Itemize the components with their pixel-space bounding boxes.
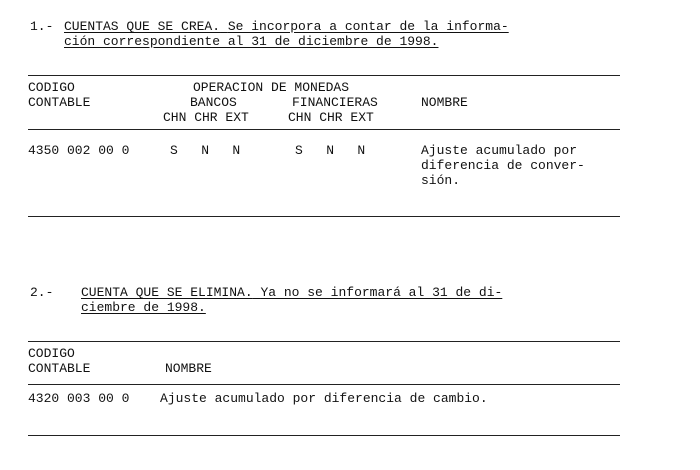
table2-header-nombre: NOMBRE — [165, 361, 212, 376]
table1-header-contable: CONTABLE — [28, 95, 91, 110]
table1-header-codigo: CODIGO — [28, 80, 75, 95]
table2-row-code: 4320 003 00 0 — [28, 391, 130, 406]
table1-row-nombre-line3: sión. — [421, 173, 461, 188]
table2-row-nombre: Ajuste acumulado por diferencia de cambio. — [160, 391, 488, 406]
section2-number: 2.- — [30, 285, 54, 300]
table1-header-financieras: FINANCIERAS — [292, 95, 378, 110]
table1-bottom-rule — [28, 216, 620, 217]
section2-heading-line1 — [81, 285, 502, 300]
table1-header-operacion: OPERACION DE MONEDAS — [193, 80, 350, 95]
table1-subcols-financieras: CHN CHR EXT — [288, 110, 374, 125]
section1-heading-line1 — [64, 19, 509, 34]
table1-header-rule — [28, 129, 620, 130]
section2-title: CUENTA QUE SE ELIMINA. — [81, 285, 253, 300]
table1-top-rule — [28, 75, 620, 76]
table1-row-nombre-line2: diferencia de conver- — [421, 158, 585, 173]
table2-header-codigo: CODIGO — [28, 346, 75, 361]
table2-header-rule — [28, 384, 620, 385]
table1-header-nombre: NOMBRE — [421, 95, 468, 110]
section2-heading-line2 — [81, 300, 206, 315]
section1-number: 1.- — [30, 19, 54, 34]
section2-text-line2: ciembre de 1998. — [81, 300, 206, 315]
section1-title: CUENTAS QUE SE CREA. — [64, 19, 221, 34]
table2-top-rule — [28, 341, 620, 342]
section1-text-line2: ción correspondiente al 31 de diciembre de 1998. — [64, 34, 439, 49]
section1-text-line1: Se incorpora a contar de la informa- — [227, 19, 509, 34]
section1-heading-line2 — [64, 34, 438, 49]
section2-text-line1: Ya no se informará al 31 de di- — [260, 285, 503, 300]
table1-subcols-bancos: CHN CHR EXT — [163, 110, 249, 125]
table1-row-financieras-values: S N N — [295, 143, 366, 158]
table1-row-code: 4350 002 00 0 — [28, 143, 130, 158]
table1-row-bancos-values: S N N — [170, 143, 241, 158]
table1-header-bancos: BANCOS — [190, 95, 237, 110]
table2-bottom-rule — [28, 435, 620, 436]
table2-header-contable: CONTABLE — [28, 361, 91, 376]
table1-row-nombre-line1: Ajuste acumulado por — [421, 143, 578, 158]
